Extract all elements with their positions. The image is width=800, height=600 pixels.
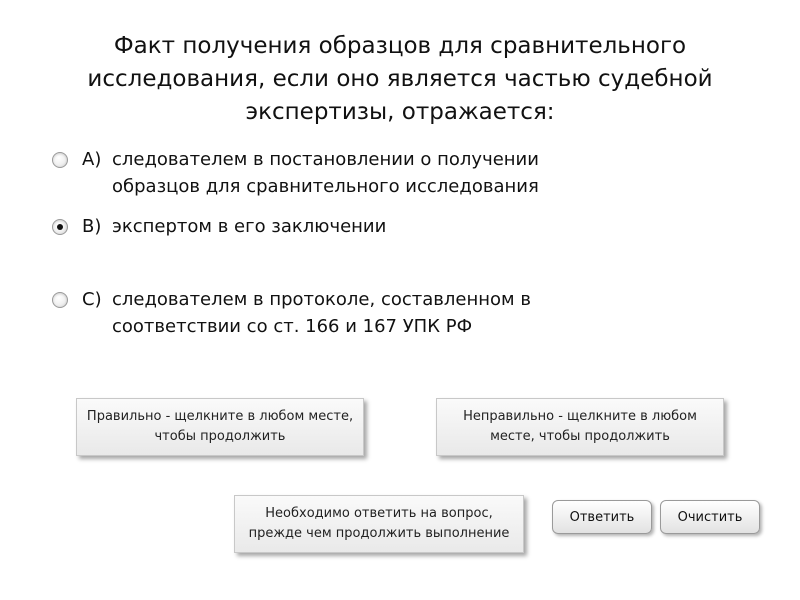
radio-option-c[interactable] xyxy=(52,292,68,308)
radio-option-a[interactable] xyxy=(52,152,68,168)
option-c[interactable] xyxy=(52,286,552,340)
option-c-label: следователем в протоколе, составленном в соответствии со ст. 166 и 167 УПК РФ xyxy=(112,289,531,337)
question-text: Факт получения образцов для сравнительного исследования, если оно является частью судебной экспертизы, отражается: xyxy=(87,33,713,125)
option-b[interactable] xyxy=(52,213,552,240)
option-a-letter: A) xyxy=(82,149,102,170)
radio-option-b[interactable] xyxy=(52,219,68,235)
incorrect-feedback-box[interactable]: Неправильно - щелкните в любом месте, чтобы продолжить xyxy=(436,398,724,456)
correct-feedback-box[interactable]: Правильно - щелкните в любом месте, чтобы продолжить xyxy=(76,398,364,456)
option-a-label: следователем в постановлении о получении образцов для сравнительного исследования xyxy=(112,149,539,197)
submit-button[interactable]: Ответить xyxy=(552,500,652,534)
option-c-letter: C) xyxy=(82,289,102,310)
option-a[interactable] xyxy=(52,146,552,200)
option-b-letter: B) xyxy=(82,216,102,237)
clear-button[interactable]: Очистить xyxy=(660,500,760,534)
answer-required-box[interactable]: Необходимо ответить на вопрос, прежде чем продолжить выполнение xyxy=(234,495,524,553)
option-b-label: экспертом в его заключении xyxy=(112,216,387,237)
